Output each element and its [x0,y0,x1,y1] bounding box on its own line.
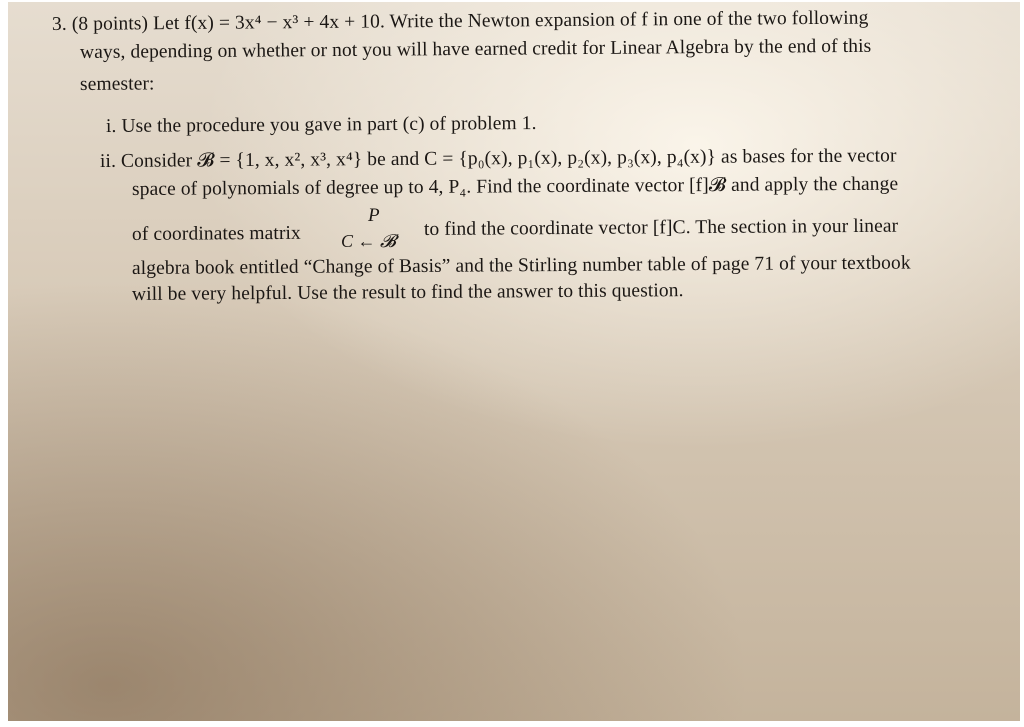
item-ii-line-3-after: to find the coordinate vector [f]C. The section in your linear [423,215,899,240]
change-matrix-symbol: P [368,205,380,226]
item-ii-line-5: will be very helpful. Use the result to find the answer to this question. [131,280,684,305]
item-i-text: i. Use the procedure you gave in part (c) of problem 1. [105,112,537,137]
problem-line-1: 3. (8 points) Let f(x) = 3x⁴ − x³ + 4x + 10. Write the Newton expansion of f in one of the two following [51,7,869,35]
item-ii-line-4: algebra book entitled “Change of Basis” and the Stirling number table of page 71 of your textbook [131,252,911,279]
problem-line-2: ways, depending on whether or not you will have earned credit for Linear Algebra by the end of this [79,35,872,63]
paper-photo [8,2,1020,721]
item-ii-line-2: space of polynomials of degree up to 4, P₄. Find the coordinate vector [f]𝓑 and apply the change [131,173,899,200]
item-ii-line-3-before: of coordinates matrix [131,222,301,245]
item-ii-line-1: ii. Consider 𝓑 = {1, x, x², x³, x⁴} be and C = {p₀(x), p₁(x), p₂(x), p₃(x), p₄(x)} as bases for the vector [99,145,897,172]
problem-line-3: semester: [79,73,155,95]
change-matrix-subscript: C ← 𝓑 [341,231,396,251]
